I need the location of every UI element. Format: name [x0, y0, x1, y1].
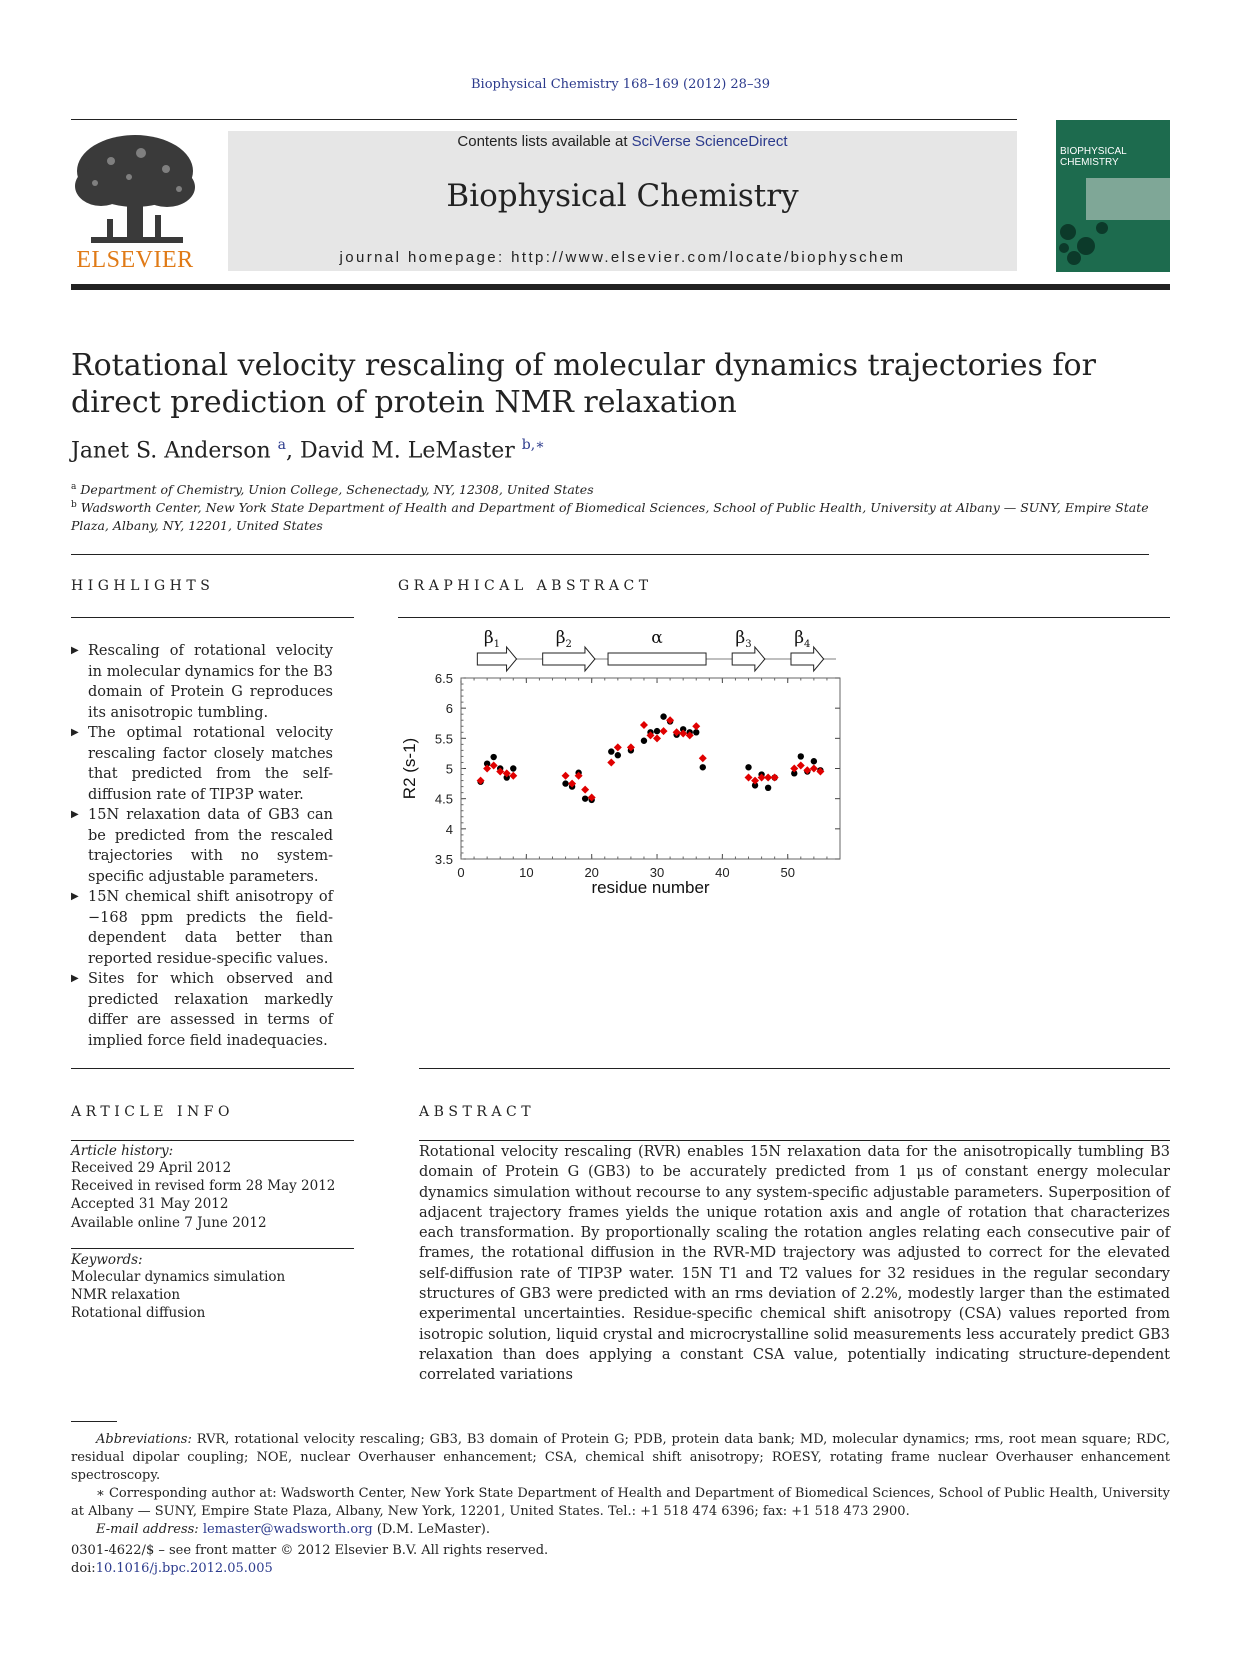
- predicted-point: [607, 758, 615, 766]
- article-history: [71, 1143, 354, 1232]
- abbreviations-label: Abbreviations:: [96, 1432, 192, 1447]
- strand-arrow: [791, 647, 824, 671]
- journal-homepage[interactable]: journal homepage: http://www.elsevier.com/locate/biophyschem: [339, 249, 906, 266]
- highlight-item: ▶ 15N relaxation data of GB3 can be predicted from the rescaled trajectories with no system-specific adjustable parameters.: [71, 805, 333, 887]
- title-separator-rule: [71, 554, 1149, 555]
- doi-label: doi:: [71, 1561, 96, 1576]
- journal-cover-thumbnail[interactable]: [1056, 120, 1170, 272]
- ss-label: $\beta_3$: [735, 628, 752, 650]
- strand-arrow: [477, 647, 516, 671]
- doi-line: [71, 1560, 548, 1578]
- y-tick-label: 6: [445, 701, 453, 717]
- footnote-rule: [71, 1421, 117, 1422]
- email-suffix: (D.M. LeMaster).: [376, 1522, 490, 1537]
- observed-point: [660, 713, 666, 719]
- y-tick-label: 3.5: [434, 852, 453, 867]
- copyright-line: 0301-4622/$ – see front matter © 2012 Elsevier B.V. All rights reserved.: [71, 1543, 549, 1558]
- email-label: E-mail address:: [96, 1522, 199, 1537]
- observed-point: [582, 795, 588, 801]
- email-link[interactable]: lemaster@wadsworth.org: [202, 1522, 373, 1537]
- y-tick-label: 5: [445, 761, 453, 777]
- x-axis-label: residue number: [591, 878, 710, 897]
- chart-axes: [400, 671, 840, 897]
- keyword-item: Rotational diffusion: [71, 1305, 206, 1322]
- author-2-affil-link[interactable]: b,∗: [521, 437, 545, 453]
- observed-point: [745, 764, 751, 770]
- highlight-item: ▶ Sites for which observed and predicted relaxation markedly differ are assessed in terms of implied force field inadequacies.: [71, 969, 333, 1051]
- highlights-rule: [71, 617, 354, 618]
- cover-title-line1: BIOPHYSICAL: [1060, 146, 1127, 157]
- journal-title: Biophysical Chemistry: [446, 178, 799, 214]
- keyword-item: Molecular dynamics simulation: [71, 1269, 286, 1285]
- predicted-point: [477, 777, 485, 785]
- predicted-point: [771, 774, 779, 782]
- helix-bar: [608, 653, 706, 665]
- abbreviations-footnote: [71, 1431, 1170, 1485]
- strand-arrow: [732, 647, 765, 671]
- author-list: Janet S. Anderson $^a$, David M. LeMaster $^{b,∗}$: [71, 437, 545, 464]
- author-1-affil-link[interactable]: a: [277, 437, 286, 453]
- keywords-rule: [71, 1248, 354, 1249]
- graphical-abstract-heading: GRAPHICAL ABSTRACT: [398, 578, 653, 594]
- author-2: David M. LeMaster: [299, 438, 515, 464]
- graphical-abstract-bottom-rule: [419, 1068, 1170, 1069]
- observed-point: [641, 738, 647, 744]
- observed-point: [765, 785, 771, 791]
- predicted-point: [562, 772, 570, 780]
- y-tick-label: 5.5: [434, 731, 453, 747]
- observed-point: [654, 728, 660, 734]
- predicted-point: [699, 754, 707, 762]
- x-tick-label: 40: [715, 865, 730, 880]
- abstract-text: Rotational velocity rescaling (RVR) enables 15N relaxation data for the anisotropically tumbling B3 domain of Protein G (GB3) to be accurately predicted from 1 μs of constant energy molecular dynamics simulation without recourse to any system-specific adjustable parameters. Superposition of adjacent trajectory frames yields the unique rotation axis and angle of rotation that characterizes each transformation. By proportionally scaling the rotation angles relating each consecutive pair of frames, the rotational diffusion in the RVR-MD trajectory was adjusted to correct for the elevated self-diffusion rate of TIP3P water. 15N T1 and T2 values for 32 residues in the regular secondary structures of GB3 were predicted with an rms deviation of 2.2%, modestly larger than the estimated experimental uncertainties. Residue-specific chemical shift anisotropy (CSA) values reported from isotropic solution, liquid crystal and microcrystalline solid measurements less accurately predict GB3 relaxation than does applying a constant CSA value, potentially indicating structure-dependent correlated variations: [419, 1144, 1170, 1384]
- predicted-point: [581, 786, 589, 794]
- highlight-item: ▶ The optimal rotational velocity rescaling factor closely matches that predicted from the self-diffusion rate of TIP3P water.: [71, 723, 333, 805]
- keyword-item: NMR relaxation: [71, 1287, 181, 1304]
- abbreviations-text: RVR, rotational velocity rescaling; GB3, B3 domain of Protein G; PDB, protein data bank; MD, molecular dynamics; rms, root mean square; RDC, residual dipolar coupling; NOE, nuclear Overhauser enhancement; CSA, chemical shift anisotropy; ROESY, rotating frame nuclear Overhauser enhancement spectroscopy.: [71, 1432, 1170, 1483]
- observed-point: [608, 748, 614, 754]
- email-footnote: [71, 1521, 1170, 1539]
- observed-point: [700, 764, 706, 770]
- article-info-heading: ARTICLE INFO: [71, 1104, 234, 1120]
- revised-date: Received in revised form 28 May 2012: [71, 1178, 336, 1195]
- cover-title: [1060, 146, 1127, 168]
- x-tick-label: 50: [780, 865, 795, 880]
- affiliation-b: [71, 496, 1171, 535]
- highlights-heading: HIGHLIGHTS: [71, 578, 215, 594]
- predicted-point: [803, 766, 811, 774]
- strand-arrow: [543, 647, 595, 671]
- ss-label: $\beta_1$: [483, 628, 501, 650]
- predicted-point: [640, 721, 648, 729]
- accepted-date: Accepted 31 May 2012: [71, 1196, 229, 1213]
- y-axis-label: R2 (s-1): [400, 737, 419, 800]
- journal-masthead: [228, 131, 1017, 271]
- article-title: Rotational velocity rescaling of molecular dynamics trajectories for direct prediction of protein NMR relaxation: [71, 348, 1096, 420]
- x-tick-label: 30: [649, 865, 665, 880]
- abstract-rule: [419, 1140, 1170, 1141]
- observed-point: [490, 754, 496, 760]
- cover-title-line2: CHEMISTRY: [1060, 157, 1119, 168]
- plot-frame: [461, 678, 840, 859]
- x-tick-label: 10: [519, 865, 534, 880]
- received-date: Received 29 April 2012: [71, 1160, 232, 1176]
- elsevier-logo[interactable]: [71, 131, 199, 271]
- graphical-abstract-rule: [398, 617, 1170, 618]
- page-footer: [71, 1542, 548, 1578]
- doi-link[interactable]: 10.1016/j.bpc.2012.05.005: [95, 1561, 273, 1576]
- predicted-point: [614, 743, 622, 751]
- affiliation-a-text: Department of Chemistry, Union College, Schenectady, NY, 12308, United States: [80, 482, 594, 498]
- author-1: Janet S. Anderson: [71, 438, 271, 464]
- contents-line: [228, 133, 1017, 150]
- publisher-name: ELSEVIER: [76, 247, 194, 273]
- cover-spheres-icon: [1056, 216, 1170, 272]
- highlights-bottom-rule: [71, 1068, 354, 1069]
- predicted-point: [692, 722, 700, 730]
- article-history-label: Article history:: [71, 1143, 174, 1159]
- ss-label: $\beta_2$: [555, 628, 572, 650]
- highlight-item: ▶ 15N chemical shift anisotropy of −168 ppm predicts the field-dependent data better than reported residue-specific values.: [71, 887, 333, 969]
- abstract-heading: ABSTRACT: [419, 1104, 536, 1120]
- cover-photo-icon: [1086, 178, 1170, 220]
- keywords-block: [71, 1252, 354, 1323]
- predicted-point: [660, 727, 668, 735]
- header-top-rule: [71, 119, 1017, 120]
- predicted-point: [509, 772, 517, 780]
- header-thick-rule: [71, 284, 1170, 290]
- chart-data-marks: [477, 713, 825, 803]
- footnotes: [71, 1431, 1170, 1539]
- predicted-point: [666, 716, 674, 724]
- affiliation-b-text: Wadsworth Center, New York State Department of Health and Department of Biomedical Sciences, School of Public Health, University at Albany — SUNY, Empire State Plaza, Albany, NY, 12201, United States: [71, 500, 1149, 534]
- ss-label: α: [651, 628, 663, 648]
- affiliation-b-marker: b: [71, 500, 77, 510]
- ss-label: $\beta_4$: [794, 628, 811, 650]
- journal-reference[interactable]: Biophysical Chemistry 168–169 (2012) 28–39: [470, 77, 770, 92]
- article-info-rule: [71, 1140, 354, 1141]
- y-tick-label: 6.5: [434, 671, 453, 686]
- sciencedirect-link[interactable]: SciVerse ScienceDirect: [631, 133, 788, 150]
- observed-point: [798, 753, 804, 759]
- x-tick-label: 0: [457, 865, 465, 880]
- corresponding-author-footnote: ∗ Corresponding author at: Wadsworth Center, New York State Department of Health and Department of Biomedical Sciences, School of Public Health, University at Albany — SUNY, Empire State Plaza, Albany, New York, 12201, United States. Tel.: +1 518 474 6396; fax: +1 518 473 2900.: [71, 1486, 1170, 1519]
- y-tick-label: 4.5: [434, 791, 453, 807]
- highlights-list: [71, 641, 333, 1051]
- secondary-structure-track: [477, 628, 836, 671]
- observed-point: [615, 752, 621, 758]
- y-tick-label: 4: [445, 821, 453, 837]
- online-date: Available online 7 June 2012: [71, 1214, 267, 1231]
- observed-point: [562, 780, 568, 786]
- observed-point: [811, 758, 817, 764]
- contents-prefix: Contents lists available at: [457, 133, 632, 150]
- r2-scatter-chart: [390, 622, 910, 902]
- keywords-label: Keywords:: [71, 1252, 143, 1268]
- highlight-item: ▶ Rescaling of rotational velocity in molecular dynamics for the B3 domain of Protein G reproduces its anisotropic tumbling.: [71, 641, 333, 723]
- affiliation-a-marker: a: [71, 482, 77, 492]
- x-tick-label: 20: [584, 865, 599, 880]
- observed-point: [510, 765, 516, 771]
